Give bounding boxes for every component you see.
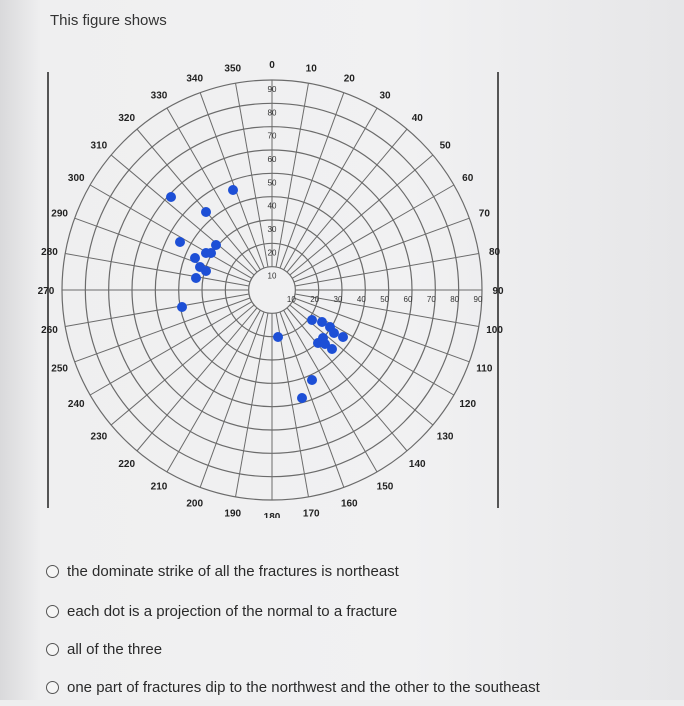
azimuth-label: 110: [476, 363, 493, 375]
east-axis-label: 60: [403, 295, 413, 304]
radio-button[interactable]: [46, 605, 59, 618]
pole-dot: [175, 237, 185, 247]
grid-radial-line: [90, 302, 252, 395]
azimuth-label: 350: [224, 63, 242, 75]
option-2[interactable]: [46, 592, 666, 630]
north-axis-label: 70: [267, 131, 277, 141]
radio-button[interactable]: [46, 643, 59, 656]
pole-dot: [273, 332, 283, 342]
north-axis-label: 60: [267, 155, 277, 164]
azimuth-label: 0: [269, 60, 275, 71]
pole-dot: [191, 273, 201, 283]
answer-options: [46, 552, 666, 706]
azimuth-label: 290: [51, 208, 68, 220]
question-text: This figure shows: [50, 12, 167, 29]
azimuth-label: 10: [305, 63, 317, 75]
grid-radial-line: [167, 310, 260, 472]
pole-dot: [166, 192, 176, 202]
pole-dot: [307, 315, 317, 325]
pole-dot: [327, 344, 337, 354]
azimuth-label: 180: [263, 512, 281, 518]
azimuth-label: 140: [408, 459, 426, 471]
azimuth-label: 220: [118, 459, 136, 471]
east-axis-label: 50: [380, 295, 390, 304]
azimuth-label: 280: [41, 246, 58, 258]
option-3[interactable]: [46, 630, 666, 668]
grid-radial-line: [292, 185, 454, 278]
north-axis-label: 10: [267, 271, 277, 281]
polar-grid: [62, 80, 482, 500]
east-axis-label: 70: [426, 295, 436, 304]
stereonet-plot: [38, 60, 518, 518]
grid-radial-line: [295, 254, 479, 286]
option-label: each dot is a projection of the normal to a fracture: [67, 602, 398, 620]
azimuth-label: 210: [150, 481, 168, 493]
east-axis-label: 20: [310, 295, 320, 304]
option-label: the dominate strike of all the fractures is northeast: [67, 562, 399, 580]
grid-radial-line: [276, 83, 308, 267]
pole-dot: [201, 266, 211, 276]
east-axis-label: 30: [333, 295, 343, 304]
pole-dot: [190, 253, 200, 263]
azimuth-label: 310: [90, 140, 108, 152]
azimuth-label: 160: [340, 498, 358, 510]
north-axis-label: 80: [267, 108, 277, 118]
grid-radial-line: [284, 108, 377, 270]
azimuth-label: 240: [67, 399, 85, 410]
grid-radial-line: [236, 313, 268, 497]
north-axis-label: 40: [267, 201, 277, 211]
east-axis-label: 90: [473, 295, 483, 304]
north-axis-label: 50: [267, 178, 277, 188]
azimuth-label: 330: [150, 90, 168, 102]
pole-dot: [307, 375, 317, 385]
azimuth-label: 260: [41, 325, 58, 337]
option-4[interactable]: [46, 668, 666, 706]
azimuth-label: 80: [489, 246, 501, 258]
azimuth-label: 30: [379, 90, 391, 102]
pole-dot: [206, 248, 216, 258]
north-axis-label: 90: [267, 85, 277, 94]
azimuth-label: 320: [118, 112, 136, 124]
option-label: all of the three: [67, 640, 163, 658]
north-axis-label: 20: [267, 248, 277, 258]
azimuth-label: 230: [90, 431, 108, 443]
pole-dot: [297, 393, 307, 403]
azimuth-label: 340: [186, 73, 204, 85]
azimuth-label: 130: [436, 431, 454, 443]
east-axis-label: 10: [286, 295, 296, 304]
azimuth-label: 40: [411, 112, 423, 124]
pole-dot: [228, 185, 238, 195]
azimuth-label: 120: [459, 399, 477, 410]
pole-dot: [329, 328, 339, 338]
azimuth-label: 190: [224, 508, 242, 518]
stereonet-figure: [38, 60, 518, 518]
pole-dot: [177, 302, 187, 312]
azimuth-label: 60: [462, 173, 474, 184]
azimuth-label: 170: [302, 508, 320, 518]
azimuth-labels: [38, 60, 504, 518]
grid-radial-line: [65, 254, 249, 286]
azimuth-label: 200: [186, 498, 204, 510]
azimuth-label: 300: [67, 173, 85, 184]
radio-button[interactable]: [46, 565, 59, 578]
azimuth-label: 100: [486, 325, 503, 337]
azimuth-label: 270: [38, 286, 55, 297]
radio-button[interactable]: [46, 681, 59, 694]
east-axis-label: 80: [450, 295, 460, 304]
east-axis-label: 40: [356, 295, 366, 304]
azimuth-label: 50: [439, 140, 451, 152]
azimuth-label: 70: [478, 208, 490, 220]
pole-dot: [338, 332, 348, 342]
azimuth-label: 150: [376, 481, 394, 493]
axis-labels: [268, 85, 483, 304]
option-1[interactable]: [46, 552, 666, 590]
azimuth-label: 20: [343, 73, 355, 85]
north-axis-label: 30: [267, 225, 277, 234]
grid-radial-line: [236, 83, 268, 267]
option-label: one part of fractures dip to the northwest and the other to the southeast: [67, 678, 540, 696]
grid-radial-line: [65, 294, 249, 326]
azimuth-label: 250: [51, 363, 68, 375]
pole-dot: [201, 207, 211, 217]
azimuth-label: 90: [492, 286, 504, 297]
